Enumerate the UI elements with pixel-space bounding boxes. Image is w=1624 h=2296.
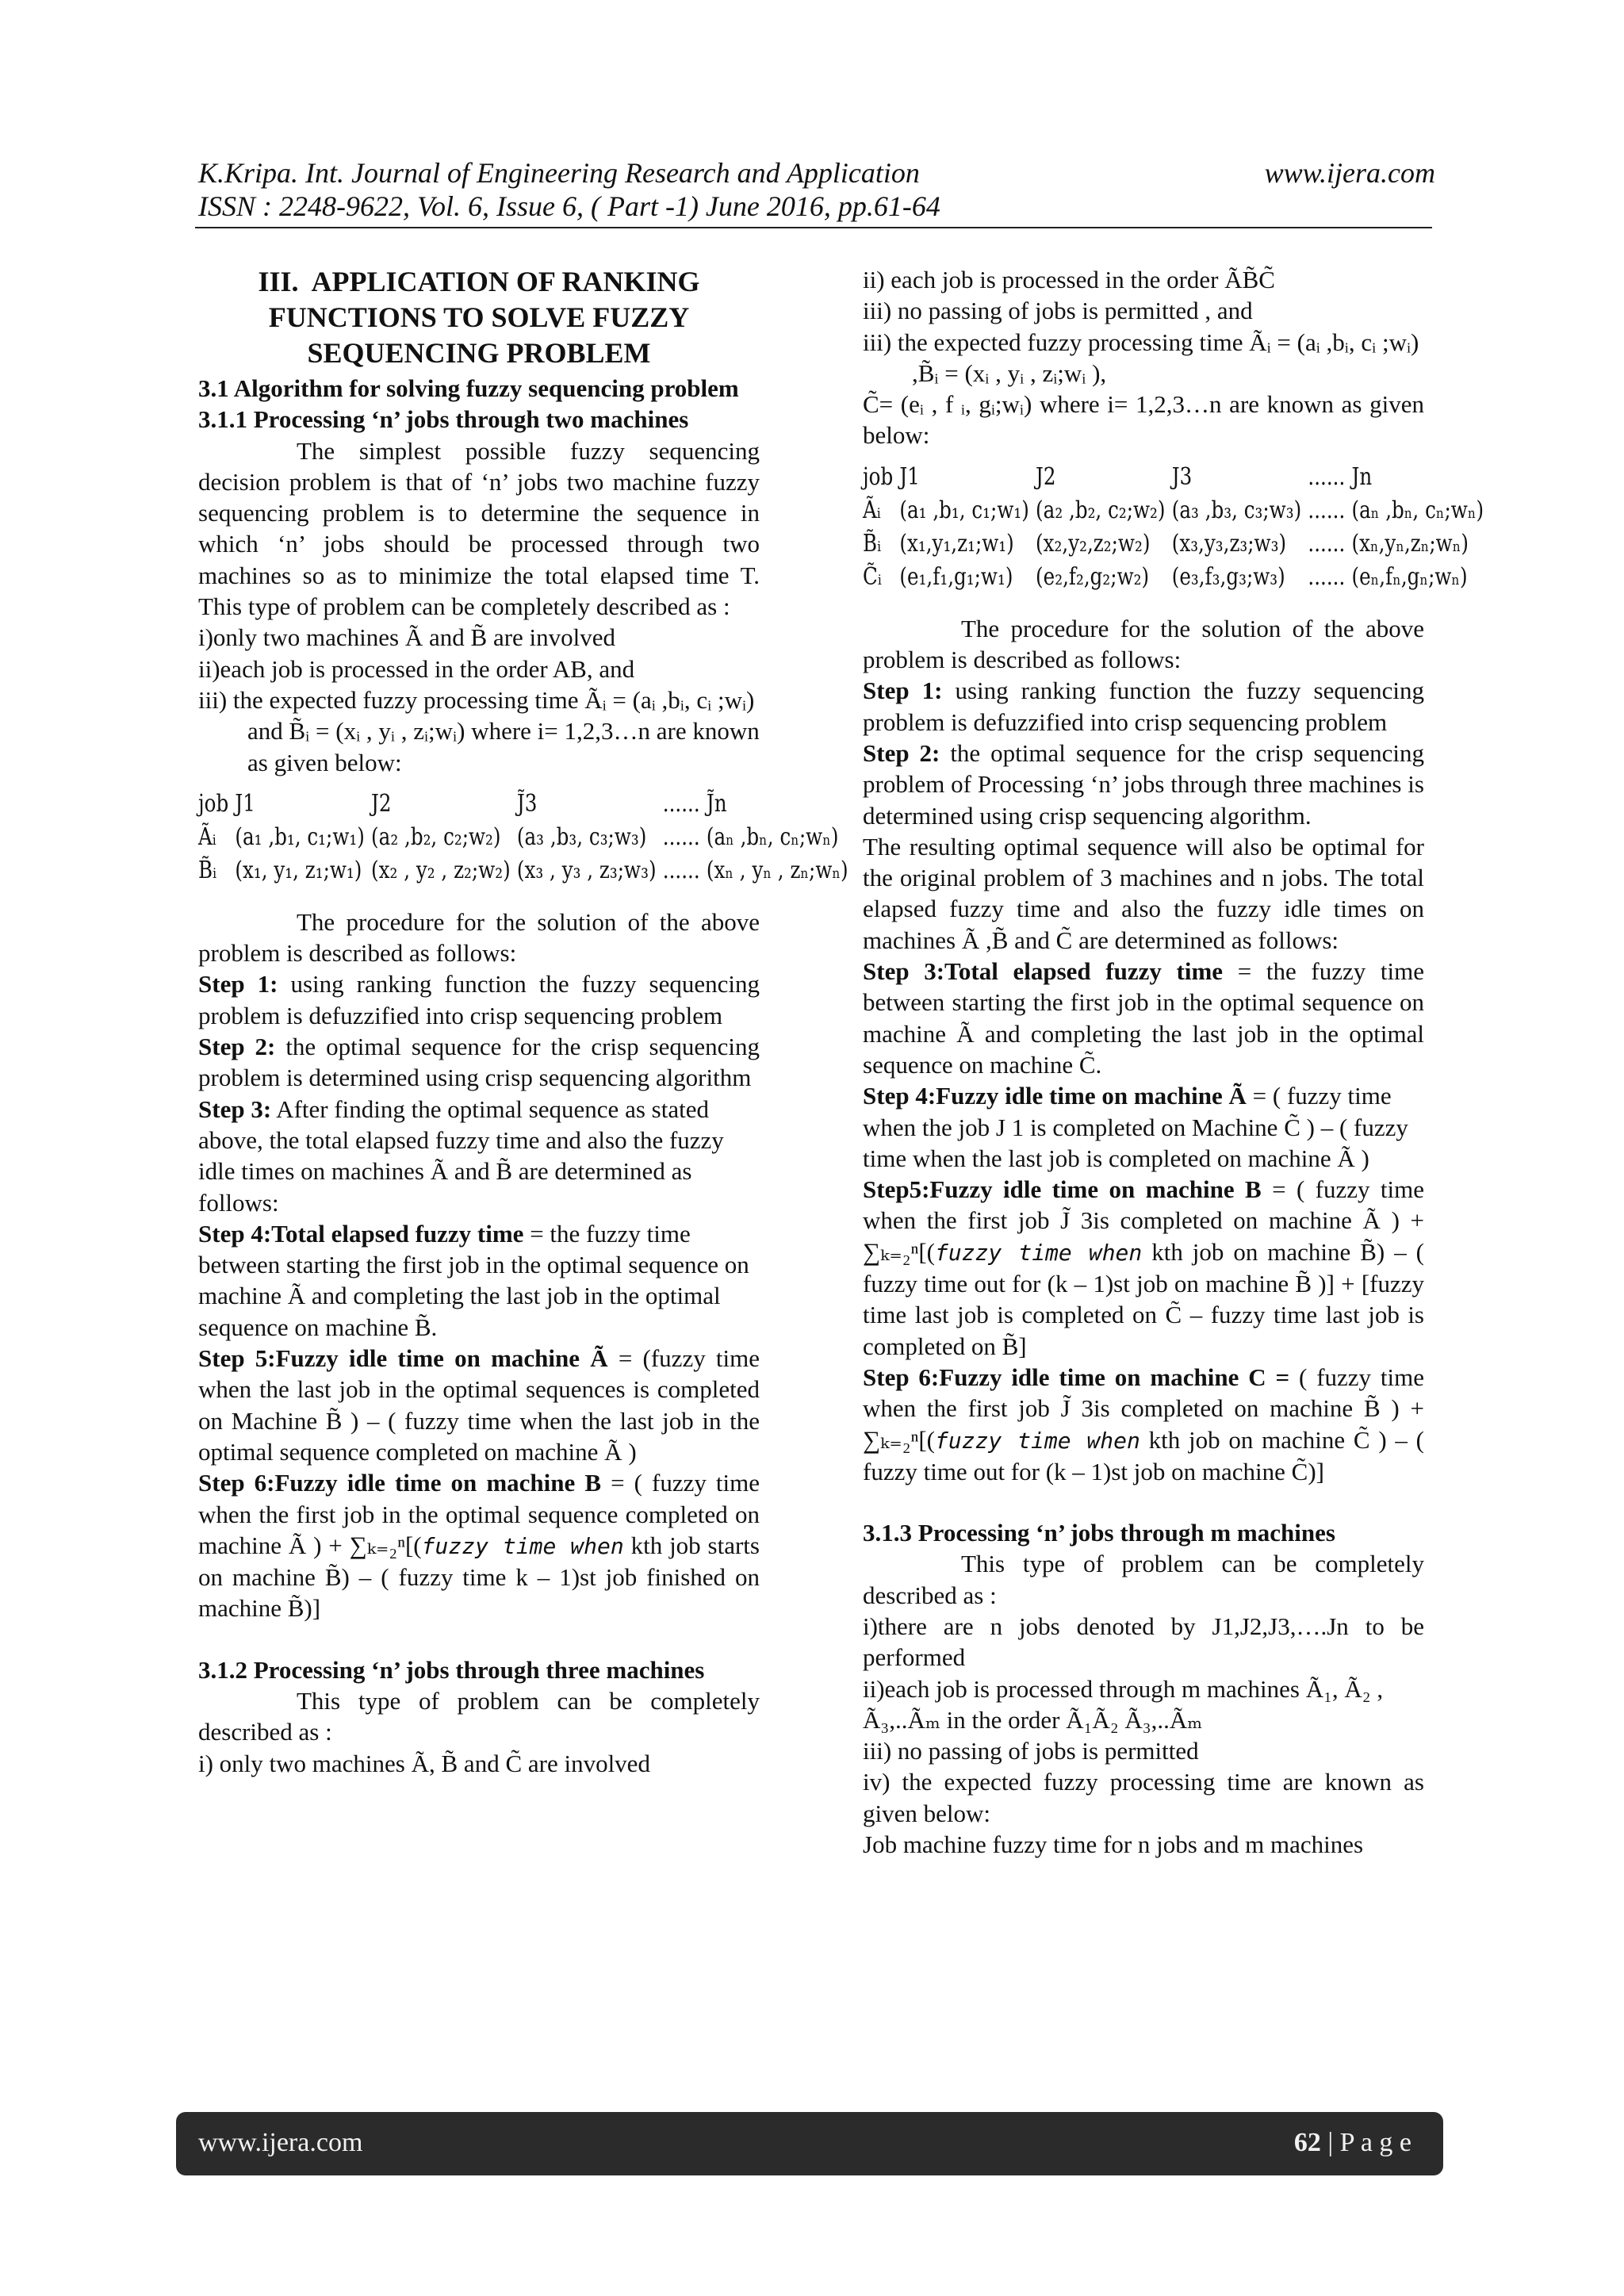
step-4 xyxy=(863,1080,1424,1174)
table-cell: (aₙ ,bₙ, cₙ;wₙ) xyxy=(1351,496,1484,524)
step-text: = ( fuzzy time when the job J 1 is completed on Machine C̃ ) – ( fuzzy time when the last job is completed on machine Ã ) xyxy=(863,1082,1408,1172)
spacer xyxy=(198,1624,760,1654)
step-3 xyxy=(198,1094,760,1218)
step-text: = ( fuzzy time when the first job in the optimal sequence completed on machine Ã ) + ∑ₖ₌₂ⁿ[( xyxy=(198,1469,760,1559)
table-cell: C̃ᵢ xyxy=(863,562,882,591)
step-text: the optimal sequence for the crisp sequencing problem of Processing ‘n’ jobs through three machines is determined using crisp sequencing algorithm. xyxy=(863,738,1425,830)
right-column xyxy=(863,264,1484,1860)
list-item-three-machines: i) only two machines Ã, B̃ and C̃ are involved xyxy=(198,1749,650,1777)
step-text: = ( fuzzy time when the first job J̃ 3is completed on machine Ã ) + ∑ₖ₌₂ⁿ[( xyxy=(863,1175,1425,1266)
heading-3-1-1: 3.1.1 Processing ‘n’ jobs through two machines xyxy=(198,405,689,434)
paragraph-procedure: The procedure for the solution of the above problem is described as follows: xyxy=(198,907,760,968)
page-number xyxy=(1294,2128,1411,2158)
list-item-no-passing: iii) no passing of jobs is permitted , and xyxy=(863,297,1253,325)
table-cell: (a₂ ,b₂, c₂;w₂) xyxy=(1036,496,1166,524)
step-3 xyxy=(863,956,1424,1080)
table-cell: (a₃ ,b₃, c₃;w₃) xyxy=(516,822,647,851)
table-cell: (a₃ ,b₃, c₃;w₃) xyxy=(1171,496,1302,524)
running-header-line2 xyxy=(198,190,1435,222)
paragraph-resulting-sequence: The resulting optimal sequence will also be optimal for the original problem of 3 machines and n jobs. The total elapsed fuzzy time and also the fuzzy idle times on machines Ã ,B̃ and C̃ are determined as follows: xyxy=(863,832,1424,954)
step-5 xyxy=(863,1174,1424,1362)
table-cell: ...... xyxy=(662,789,700,818)
step-label: Step 6:Fuzzy idle time on machine B xyxy=(198,1469,602,1497)
step-text: After finding the optimal sequence as stated above, the total elapsed fuzzy time and also the fuzzy idle times on machines Ã and B̃ are determined as follows: xyxy=(198,1094,724,1217)
table-cell: (eₙ,fₙ,gₙ;wₙ) xyxy=(1351,562,1468,591)
heading-3-1-3: 3.1.3 Processing ‘n’ jobs through m machines xyxy=(863,1519,1335,1547)
table-cell: (aₙ ,bₙ, cₙ;wₙ) xyxy=(706,822,839,851)
job-table-two-machines xyxy=(198,788,855,887)
spacer xyxy=(863,1487,1424,1517)
list-item-job-machine-time: Job machine fuzzy time for n jobs and m machines xyxy=(863,1830,1364,1859)
section-number: III. xyxy=(258,266,299,297)
step-label: Step 3: xyxy=(198,1094,272,1123)
step-text: = the fuzzy time between starting the first job in the optimal sequence on machine Ã and completing the last job in the optimal sequence on machine B̃. xyxy=(198,1219,749,1341)
job-table-three-machines xyxy=(863,461,1490,594)
table-header-row xyxy=(198,788,855,821)
table-cell: Ãᵢ xyxy=(198,822,216,851)
list-item-processing-time: iii) the expected fuzzy processing time Ãᵢ = (aᵢ ,bᵢ, cᵢ ;wᵢ) ,B̃ᵢ = (xᵢ , yᵢ , zᵢ;wᵢ ), xyxy=(863,328,1419,387)
journal-website[interactable]: www.ijera.com xyxy=(1264,157,1435,189)
list-item-n-jobs: i)there are n jobs denoted by J1,J2,J3,….Jn to be performed xyxy=(863,1612,1424,1672)
list-item-two-machines: i)only two machines Ã and B̃ are involved xyxy=(198,623,616,652)
section-title-line3: SEQUENCING PROBLEM xyxy=(307,337,651,369)
step-label: Step 1: xyxy=(863,677,943,705)
page-number-value: 62 xyxy=(1293,2128,1321,2157)
footer-bar xyxy=(176,2112,1443,2175)
table-cell: J̃3 xyxy=(516,789,538,818)
table-cell: J3 xyxy=(1171,462,1193,491)
table-cell: (a₁ ,b₁, c₁;w₁) xyxy=(899,496,1029,524)
section-title-line1: APPLICATION OF RANKING xyxy=(311,266,700,297)
table-cell: J2 xyxy=(1036,462,1056,491)
list-item-m-machines: ii)each job is processed through m machines Ã₁, Ã₂ , Ã₃,..Ãₘ in the order Ã₁Ã₂ Ã₃,..Ãₘ xyxy=(863,1674,1384,1734)
table-cell: job xyxy=(198,789,229,818)
table-row xyxy=(198,854,855,887)
heading-3-1-2: 3.1.2 Processing ‘n’ jobs through three machines xyxy=(198,1655,705,1684)
step-label: Step 5:Fuzzy idle time on machine Ã xyxy=(198,1344,608,1373)
math-text: fuzzy time when xyxy=(935,1239,1143,1266)
running-header-line1 xyxy=(198,157,1435,189)
step-5 xyxy=(198,1343,760,1467)
table-row xyxy=(863,527,1490,561)
section-title-line2: FUNCTIONS TO SOLVE FUZZY xyxy=(268,301,690,333)
table-cell: (xₙ,yₙ,zₙ;wₙ) xyxy=(1351,529,1469,558)
paragraph-intro: The simplest possible fuzzy sequencing decision problem is that of ‘n’ jobs two machine fuzzy sequencing problem is to determine the sequence in which ‘n’ jobs should be processed through two machines so as to minimize the total elapsed time T. This type of problem can be completely described as : xyxy=(198,436,760,621)
paragraph-m-machines: This type of problem can be completely described as : xyxy=(863,1550,1424,1609)
paragraph-procedure: The procedure for the solution of the above problem is described as follows: xyxy=(863,614,1424,674)
list-item-expected-time: iv) the expected fuzzy processing time are known as given below: xyxy=(863,1768,1424,1827)
table-cell: J1 xyxy=(899,462,920,491)
table-cell: ...... xyxy=(1308,529,1346,558)
step-label: Step 4:Total elapsed fuzzy time xyxy=(198,1219,524,1248)
table-cell: (x₂,y₂,z₂;w₂) xyxy=(1036,529,1151,558)
page-label: | P a g e xyxy=(1320,2128,1411,2157)
list-item-order-abc: ii) each job is processed in the order ÃB̃C̃ xyxy=(863,266,1275,293)
step-6 xyxy=(198,1467,760,1623)
step-6 xyxy=(863,1362,1424,1487)
step-label: Step 3:Total elapsed fuzzy time xyxy=(863,957,1224,986)
table-row xyxy=(863,494,1490,527)
step-text: using ranking function the fuzzy sequencing problem is defuzzified into crisp sequencing problem xyxy=(863,677,1425,736)
table-cell: (x₁, y₁, z₁;w₁) xyxy=(235,856,362,884)
table-cell: J1 xyxy=(235,789,255,818)
table-cell: (a₂ ,b₂, c₂;w₂) xyxy=(371,822,501,851)
step-label: Step 2: xyxy=(198,1033,276,1061)
table-cell: Ãᵢ xyxy=(863,496,881,524)
table-cell: ...... xyxy=(1308,462,1346,491)
table-header-row xyxy=(863,461,1490,494)
math-text: fuzzy time when xyxy=(421,1532,624,1559)
table-cell: (x₃,y₃,z₃;w₃) xyxy=(1171,529,1287,558)
step-text: = the fuzzy time between starting the first job in the optimal sequence on machine Ã and completing the last job in the optimal sequence on machine C̃. xyxy=(863,957,1425,1079)
table-row xyxy=(198,821,855,854)
table-cell: J̃n xyxy=(706,789,727,818)
step-label: Step 6:Fuzzy idle time on machine C = xyxy=(863,1363,1290,1391)
list-item-order: ii)each job is processed in the order AB, and xyxy=(198,654,635,683)
table-cell: ...... xyxy=(662,822,700,851)
table-cell: (xₙ , yₙ , zₙ;wₙ) xyxy=(706,856,848,884)
heading-3-1: 3.1 Algorithm for solving fuzzy sequencing problem xyxy=(198,374,739,402)
footer-website[interactable]: www.ijera.com xyxy=(198,2128,363,2157)
list-item-processing-time: iii) the expected fuzzy processing time Ãᵢ = (aᵢ ,bᵢ, cᵢ ;wᵢ) and B̃ᵢ = (xᵢ , yᵢ , zᵢ;wᵢ) where i= 1,2,3…n are known as given below: xyxy=(198,685,760,776)
table-cell: (a₁ ,b₁, c₁;w₁) xyxy=(235,822,365,851)
step-label: Step 2: xyxy=(863,738,940,767)
step-2 xyxy=(863,738,1424,831)
step-text: ( fuzzy time when the first job J̃ 3is completed on machine B̃ ) + ∑ₖ₌₂ⁿ[( xyxy=(863,1363,1425,1454)
step-text: kth job on machine B̃) – xyxy=(1142,1237,1407,1266)
step-label: Step 4:Fuzzy idle time on machine Ã xyxy=(863,1082,1247,1110)
paragraph-three-machines: This type of problem can be completely described as : xyxy=(198,1686,760,1746)
list-item-processing-time-c: C̃= (eᵢ , f ᵢ, gᵢ;wᵢ) where i= 1,2,3…n are known as given below: xyxy=(863,390,1424,450)
table-cell: B̃ᵢ xyxy=(863,529,882,558)
table-cell: ...... xyxy=(662,856,700,884)
table-cell: (e₂,f₂,g₂;w₂) xyxy=(1036,562,1150,591)
table-cell: (e₁,f₁,g₁;w₁) xyxy=(899,562,1013,591)
step-4 xyxy=(198,1218,760,1343)
step-text: = (fuzzy time when the last job in the optimal sequences is completed on Machine B̃ ) – ( fuzzy time when the last job in the optimal sequence completed on machine Ã ) xyxy=(198,1344,760,1466)
table-cell: ...... xyxy=(1308,562,1346,591)
step-text: using ranking function the fuzzy sequencing problem is defuzzified into crisp sequencing problem xyxy=(198,970,760,1029)
left-column xyxy=(198,264,848,1779)
math-text: fuzzy time when xyxy=(935,1427,1140,1454)
table-cell: (x₃ , y₃ , z₃;w₃) xyxy=(516,856,657,884)
step-text: kth job on machine C̃ ) – ( fuzzy time out for (k – 1)st job on machine C̃)] xyxy=(863,1425,1424,1485)
step-label: Step 1: xyxy=(198,970,278,999)
table-cell: ...... xyxy=(1308,496,1346,524)
section-title xyxy=(198,264,760,371)
table-cell: (x₂ , y₂ , z₂;w₂) xyxy=(371,856,511,884)
header-rule xyxy=(195,227,1432,228)
table-cell: job xyxy=(863,462,894,491)
table-cell: B̃ᵢ xyxy=(198,856,217,884)
step-1 xyxy=(863,675,1424,738)
issn-line: ISSN : 2248-9622, Vol. 6, Issue 6, ( Part -1) June 2016, pp.61-64 xyxy=(198,190,940,222)
step-text: ( fuzzy time out for (k – 1)st job on machine B̃ )] + [fuzzy time last job is completed on C̃ – fuzzy time last job is completed on B̃] xyxy=(863,1237,1424,1360)
table-row xyxy=(863,561,1490,594)
step-text: kth job starts on machine B̃) – ( fuzzy time k – 1)st job finished on machine B̃)] xyxy=(198,1531,760,1623)
table-cell: Jn xyxy=(1351,462,1373,491)
step-text: the optimal sequence for the crisp sequencing problem is determined using crisp sequencing algorithm xyxy=(198,1033,760,1092)
step-label: Step5:Fuzzy idle time on machine B xyxy=(863,1175,1262,1204)
journal-citation: K.Kripa. Int. Journal of Engineering Research and Application xyxy=(198,157,920,189)
list-item-no-passing: iii) no passing of jobs is permitted xyxy=(863,1737,1199,1765)
table-cell: (x₁,y₁,z₁;w₁) xyxy=(899,529,1014,558)
step-1 xyxy=(198,968,760,1031)
table-cell: J2 xyxy=(371,789,392,818)
step-2 xyxy=(198,1031,760,1094)
table-cell: (e₃,f₃,g₃;w₃) xyxy=(1171,562,1285,591)
